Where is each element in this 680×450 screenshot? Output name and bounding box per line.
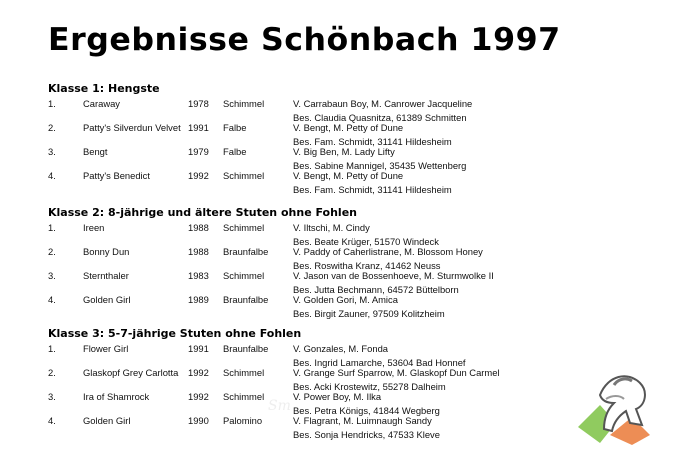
entry-number: 4. [48, 170, 56, 181]
birth-year: 1983 [188, 270, 209, 281]
coat-color: Braunfalbe [223, 246, 269, 257]
birth-year: 1991 [188, 343, 209, 354]
coat-color: Schimmel [223, 367, 265, 378]
class-heading: Klasse 1: Hengste [48, 82, 160, 95]
pedigree: V. Carrabaun Boy, M. Canrower Jacqueline [293, 98, 473, 109]
pedigree: V. Big Ben, M. Lady Lifty [293, 146, 395, 157]
horse-name: Bengt [83, 146, 108, 157]
owner: Bes. Sonja Hendricks, 47533 Kleve [293, 429, 440, 440]
horse-name: Caraway [83, 98, 120, 109]
owner: Bes. Birgit Zauner, 97509 Kolitzheim [293, 308, 445, 319]
owner: Bes. Petra Königs, 41844 Wegberg [293, 405, 440, 416]
owner: Bes. Sabine Mannigel, 35435 Wettenberg [293, 160, 467, 171]
horse-logo-icon [570, 365, 666, 445]
pedigree: V. Jason van de Bossenhoeve, M. Sturmwolke II [293, 270, 494, 281]
owner: Bes. Roswitha Kranz, 41462 Neuss [293, 260, 441, 271]
coat-color: Schimmel [223, 170, 265, 181]
horse-name: Sternthaler [83, 270, 129, 281]
coat-color: Schimmel [223, 98, 265, 109]
birth-year: 1992 [188, 391, 209, 402]
pedigree: V. Gonzales, M. Fonda [293, 343, 389, 354]
birth-year: 1991 [188, 122, 209, 133]
horse-name: Flower Girl [83, 343, 129, 354]
pedigree: V. Iltschi, M. Cindy [293, 222, 370, 233]
coat-color: Braunfalbe [223, 294, 269, 305]
horse-name: Patty's Silverdun Velvet [83, 122, 181, 133]
entry-number: 1. [48, 98, 56, 109]
watermark-text: Sm [268, 398, 291, 414]
owner: Bes. Ingrid Lamarche, 53604 Bad Honnef [293, 357, 466, 368]
birth-year: 1989 [188, 294, 209, 305]
entry-number: 3. [48, 270, 56, 281]
entry-number: 3. [48, 146, 56, 157]
owner: Bes. Fam. Schmidt, 31141 Hildesheim [293, 136, 452, 147]
horse-name: Patty's Benedict [83, 170, 150, 181]
pedigree: V. Bengt, M. Petty of Dune [293, 170, 404, 181]
horse-name: Golden Girl [83, 294, 131, 305]
entry-number: 1. [48, 222, 56, 233]
pedigree: V. Golden Gori, M. Amica [293, 294, 398, 305]
coat-color: Palomino [223, 415, 263, 426]
horse-name: Bonny Dun [83, 246, 130, 257]
entry-number: 1. [48, 343, 56, 354]
birth-year: 1992 [188, 170, 209, 181]
entry-number: 2. [48, 367, 56, 378]
birth-year: 1988 [188, 222, 209, 233]
birth-year: 1979 [188, 146, 209, 157]
class-heading: Klasse 2: 8-jährige und ältere Stuten ohne Fohlen [48, 206, 357, 219]
class-heading: Klasse 3: 5-7-jährige Stuten ohne Fohlen [48, 327, 302, 340]
page-title: Ergebnisse Schönbach 1997 [48, 22, 561, 58]
owner: Bes. Beate Krüger, 51570 Windeck [293, 236, 439, 247]
pedigree: V. Grange Surf Sparrow, M. Glaskopf Dun Carmel [293, 367, 500, 378]
pedigree: V. Power Boy, M. Ilka [293, 391, 382, 402]
coat-color: Schimmel [223, 391, 265, 402]
entry-number: 2. [48, 246, 56, 257]
coat-color: Falbe [223, 146, 247, 157]
horse-name: Ira of Shamrock [83, 391, 150, 402]
coat-color: Schimmel [223, 222, 265, 233]
pedigree: V. Bengt, M. Petty of Dune [293, 122, 404, 133]
birth-year: 1990 [188, 415, 209, 426]
birth-year: 1978 [188, 98, 209, 109]
coat-color: Schimmel [223, 270, 265, 281]
entry-number: 2. [48, 122, 56, 133]
owner: Bes. Jutta Bechmann, 64572 Büttelborn [293, 284, 459, 295]
birth-year: 1992 [188, 367, 209, 378]
owner: Bes. Fam. Schmidt, 31141 Hildesheim [293, 184, 452, 195]
birth-year: 1988 [188, 246, 209, 257]
horse-name: Golden Girl [83, 415, 131, 426]
pedigree: V. Paddy of Caherlistrane, M. Blossom Honey [293, 246, 483, 257]
horse-name: Ireen [83, 222, 105, 233]
pedigree: V. Flagrant, M. Luimnaugh Sandy [293, 415, 432, 426]
owner: Bes. Acki Krostewitz, 55278 Dalheim [293, 381, 446, 392]
coat-color: Falbe [223, 122, 247, 133]
owner: Bes. Claudia Quasnitza, 61389 Schmitten [293, 112, 467, 123]
coat-color: Braunfalbe [223, 343, 269, 354]
entry-number: 4. [48, 415, 56, 426]
horse-name: Glaskopf Grey Carlotta [83, 367, 179, 378]
entry-number: 4. [48, 294, 56, 305]
entry-number: 3. [48, 391, 56, 402]
